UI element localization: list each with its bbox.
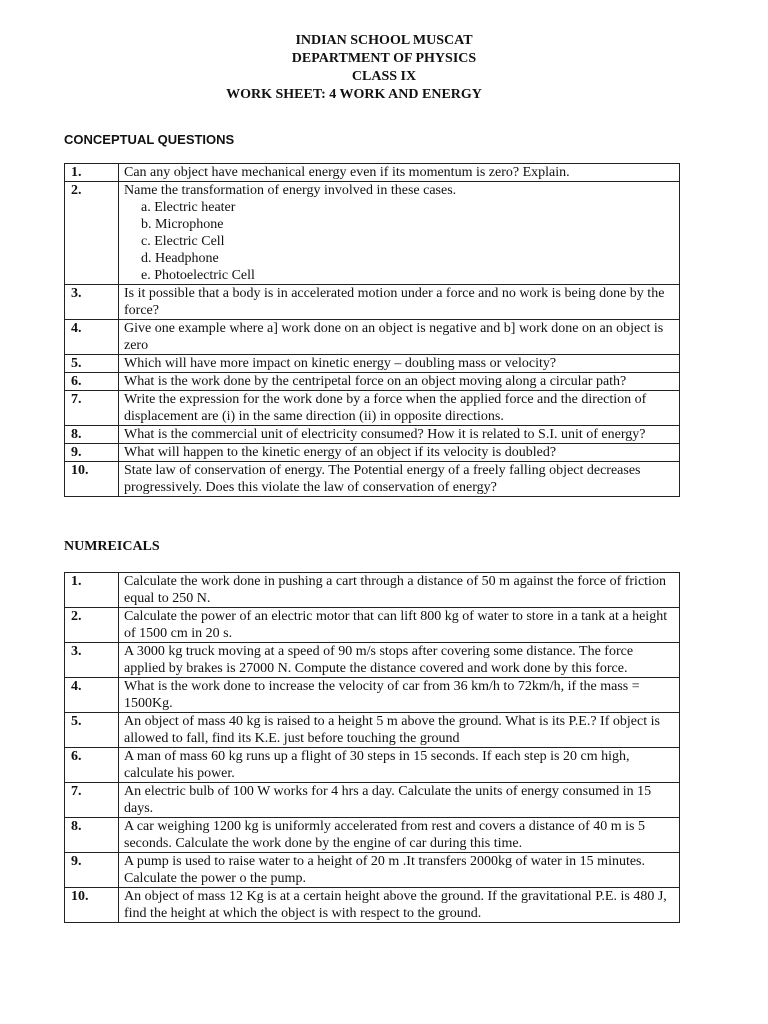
question-number: 3. xyxy=(65,643,119,678)
question-subitem: a. Electric heater xyxy=(141,200,236,215)
conceptual-section-title: CONCEPTUAL QUESTIONS xyxy=(64,132,235,147)
numerical-question-row xyxy=(65,573,680,608)
question-cell xyxy=(119,783,680,818)
question-number: 10. xyxy=(65,888,119,923)
question-text: Give one example where a] work done on an object is negative and b] work done on an object is zero xyxy=(124,321,664,353)
numerical-question-row xyxy=(65,818,680,853)
question-number: 5. xyxy=(65,355,119,373)
question-number: 9. xyxy=(65,853,119,888)
question-number: 3. xyxy=(65,285,119,320)
question-text: A 3000 kg truck moving at a speed of 90 m/s stops after covering some distance. The force applied by brakes is 27000 N. Compute the distance covered and work done by this force. xyxy=(124,644,634,676)
question-text: A pump is used to raise water to a height of 20 m .It transfers 2000kg of water in 15 minutes. Calculate the power o the pump. xyxy=(124,854,646,886)
question-text: Can any object have mechanical energy even if its momentum is zero? Explain. xyxy=(124,165,570,180)
question-number: 2. xyxy=(65,182,119,285)
question-text: Calculate the power of an electric motor that can lift 800 kg of water to store in a tank at a height of 1500 cm in 20 s. xyxy=(124,609,668,641)
question-text: Is it possible that a body is in accelerated motion under a force and no work is being done by the force? xyxy=(124,286,665,318)
question-text: An electric bulb of 100 W works for 4 hrs a day. Calculate the units of energy consumed in 15 days. xyxy=(124,784,652,816)
question-text: What is the work done to increase the velocity of car from 36 km/h to 72km/h, if the mass = 1500Kg. xyxy=(124,679,640,711)
question-text: Calculate the work done in pushing a cart through a distance of 50 m against the force of friction equal to 250 N. xyxy=(124,574,666,606)
question-cell xyxy=(119,444,680,462)
question-cell xyxy=(119,320,680,355)
document-header xyxy=(0,32,768,104)
conceptual-question-row xyxy=(65,164,680,182)
question-cell xyxy=(119,818,680,853)
question-subitem: d. Headphone xyxy=(141,251,219,266)
question-number: 1. xyxy=(65,573,119,608)
numerical-question-row xyxy=(65,608,680,643)
conceptual-question-row xyxy=(65,320,680,355)
question-number: 6. xyxy=(65,373,119,391)
worksheet-title: WORK SHEET: 4 WORK AND ENERGY xyxy=(226,87,482,102)
numerical-question-row xyxy=(65,783,680,818)
question-cell xyxy=(119,643,680,678)
question-cell xyxy=(119,462,680,497)
school-name: INDIAN SCHOOL MUSCAT xyxy=(295,33,473,48)
numericals-table xyxy=(64,572,680,923)
numerical-question-row xyxy=(65,678,680,713)
question-number: 6. xyxy=(65,748,119,783)
question-cell xyxy=(119,391,680,426)
question-number: 1. xyxy=(65,164,119,182)
department-name: DEPARTMENT OF PHYSICS xyxy=(291,51,477,66)
conceptual-question-row xyxy=(65,182,680,285)
question-subitem: b. Microphone xyxy=(141,217,224,232)
question-cell xyxy=(119,426,680,444)
question-subitem: c. Electric Cell xyxy=(141,234,225,249)
question-cell xyxy=(119,573,680,608)
question-number: 8. xyxy=(65,426,119,444)
numerical-question-row xyxy=(65,748,680,783)
question-number: 7. xyxy=(65,783,119,818)
question-cell xyxy=(119,164,680,182)
question-cell xyxy=(119,888,680,923)
question-text: An object of mass 12 Kg is at a certain height above the ground. If the gravitational P.E. is 480 J, find the height at which the object is with respect to the ground. xyxy=(124,889,667,921)
numerical-question-row xyxy=(65,888,680,923)
question-text: What is the work done by the centripetal force on an object moving along a circular path? xyxy=(124,374,627,389)
question-cell xyxy=(119,748,680,783)
question-number: 4. xyxy=(65,678,119,713)
question-cell xyxy=(119,713,680,748)
question-text: State law of conservation of energy. The Potential energy of a freely falling object decreases progressively. Does this violate the law of conservation of energy? xyxy=(124,463,641,495)
question-number: 7. xyxy=(65,391,119,426)
question-number: 9. xyxy=(65,444,119,462)
question-number: 10. xyxy=(65,462,119,497)
question-number: 4. xyxy=(65,320,119,355)
conceptual-question-row xyxy=(65,426,680,444)
question-text: Which will have more impact on kinetic energy – doubling mass or velocity? xyxy=(124,356,557,371)
conceptual-question-row xyxy=(65,391,680,426)
numericals-section-title: NUMREICALS xyxy=(64,539,160,554)
question-cell xyxy=(119,373,680,391)
conceptual-question-row xyxy=(65,444,680,462)
numerical-question-row xyxy=(65,643,680,678)
question-number: 2. xyxy=(65,608,119,643)
conceptual-question-row xyxy=(65,355,680,373)
question-cell xyxy=(119,182,680,285)
question-cell xyxy=(119,355,680,373)
question-text: What is the commercial unit of electricity consumed? How it is related to S.I. unit of energy? xyxy=(124,427,646,442)
conceptual-question-row xyxy=(65,373,680,391)
question-number: 5. xyxy=(65,713,119,748)
question-cell xyxy=(119,678,680,713)
question-subitem: e. Photoelectric Cell xyxy=(141,268,255,283)
question-text: An object of mass 40 kg is raised to a height 5 m above the ground. What is its P.E.? If object is allowed to fall, find its K.E. just before touching the ground xyxy=(124,714,660,746)
question-cell xyxy=(119,285,680,320)
numerical-question-row xyxy=(65,713,680,748)
question-cell xyxy=(119,608,680,643)
question-text: Name the transformation of energy involved in these cases. xyxy=(124,183,457,198)
numerical-question-row xyxy=(65,853,680,888)
class-label: CLASS IX xyxy=(351,69,417,84)
conceptual-question-row xyxy=(65,462,680,497)
question-cell xyxy=(119,853,680,888)
question-number: 8. xyxy=(65,818,119,853)
question-text: Write the expression for the work done by a force when the applied force and the direction of displacement are (i) in the same direction (ii) in opposite directions. xyxy=(124,392,647,424)
question-text: A man of mass 60 kg runs up a flight of 30 steps in 15 seconds. If each step is 20 cm high, calculate his power. xyxy=(124,749,630,781)
conceptual-questions-table xyxy=(64,163,680,497)
question-text: What will happen to the kinetic energy of an object if its velocity is doubled? xyxy=(124,445,557,460)
question-text: A car weighing 1200 kg is uniformly accelerated from rest and covers a distance of 40 m is 5 seconds. Calculate the work done by the engine of car during this time. xyxy=(124,819,645,851)
conceptual-question-row xyxy=(65,285,680,320)
